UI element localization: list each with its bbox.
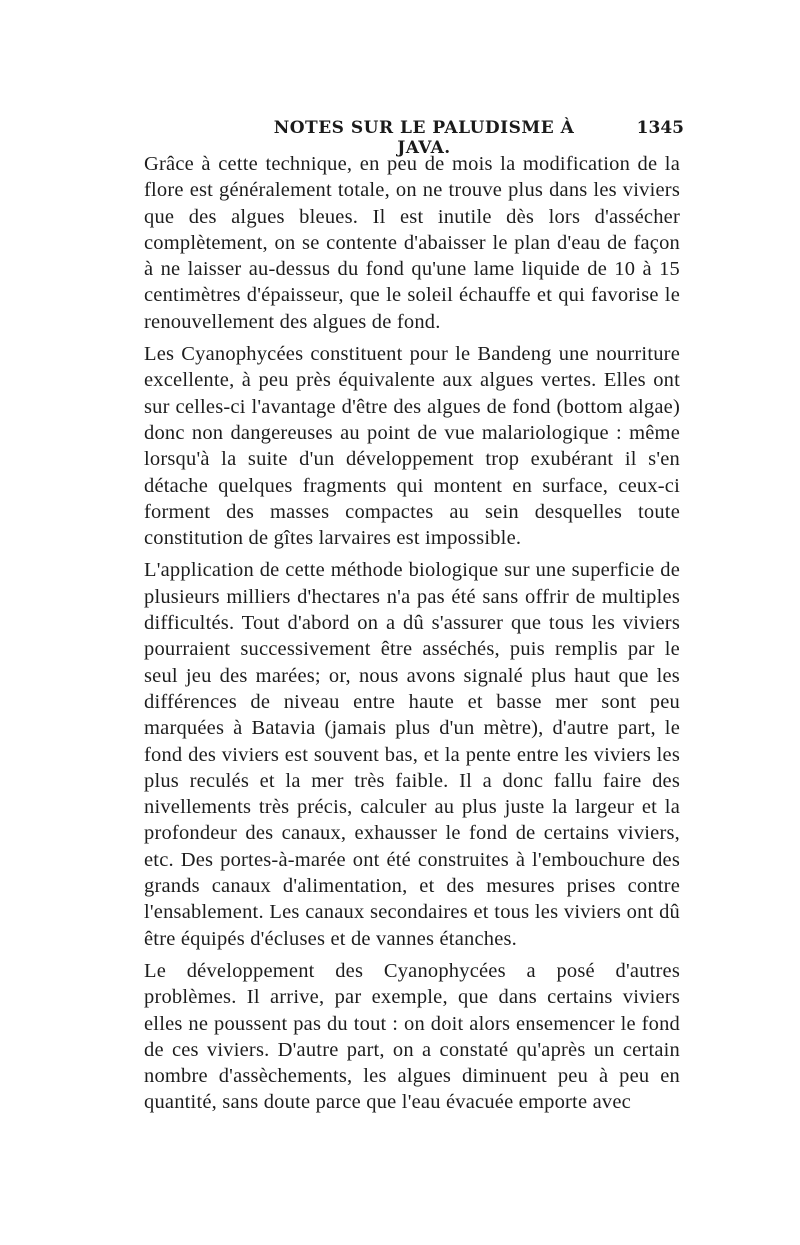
paragraph: L'application de cette méthode biologique sur une superficie de plusieurs milliers d'hectares n'a pas été sans offrir de multiples difficultés. Tout d'abord on a dû s'assurer que tous les viviers pourraient successivement être asséchés, puis remplis par le seul jeu des marées; or, nous avons signalé plus haut que les différences de niveau entre haute et basse mer sont peu marquées à Batavia (jamais plus d'un mètre), d'autre part, le fond des viviers est souvent bas, et la pente entre les viviers les plus reculés et la mer très faible. Il a donc fallu faire des nivellements très précis, calculer au plus juste la largeur et la profondeur des canaux, exhausser le fond de certains viviers, etc. Des portes-à-marée ont été construites à l'embouchure des grands canaux d'alimentation, et des mesures prises contre l'ensablement. Les canaux secondaires et tous les viviers ont dû être équipés d'écluses et de vannes étanches.: [144, 559, 680, 950]
page-number: 1345: [636, 118, 684, 138]
body-text: [144, 151, 680, 1116]
page-header: [144, 118, 684, 158]
paragraph: Grâce à cette technique, en peu de mois la modification de la flore est généralement totale, on ne trouve plus dans les viviers que des algues bleues. Il est inutile dès lors d'assécher complètement, on se contente d'abaisser le plan d'eau de façon à ne laisser au-dessus du fond qu'une lame liquide de 10 à 15 centimètres d'épaisseur, que le soleil échauffe et qui favorise le renouvellement des algues de fond.: [144, 153, 680, 333]
paragraph: Le développement des Cyanophycées a posé d'autres problèmes. Il arrive, par exemple, que dans certains viviers elles ne poussent pas du tout : on doit alors ensemencer le fond de ces viviers. D'autre part, on a constaté qu'après un certain nombre d'assèchements, les algues diminuent peu à peu en quantité, sans doute parce que l'eau évacuée emporte avec: [144, 959, 680, 1114]
running-title: NOTES SUR LE PALUDISME À JAVA.: [273, 118, 575, 158]
paragraph: Les Cyanophycées constituent pour le Bandeng une nourriture excellente, à peu près équivalente aux algues vertes. Elles ont sur celles-ci l'avantage d'être des algues de fond (bottom algae) donc non dangereuses au point de vue malariologique : même lorsqu'à la suite d'un développement trop exubérant il s'en détache quelques fragments qui montent en surface, ceux-ci forment des masses compactes au sein desquelles toute constitution de gîtes larvaires est impossible.: [144, 343, 680, 550]
